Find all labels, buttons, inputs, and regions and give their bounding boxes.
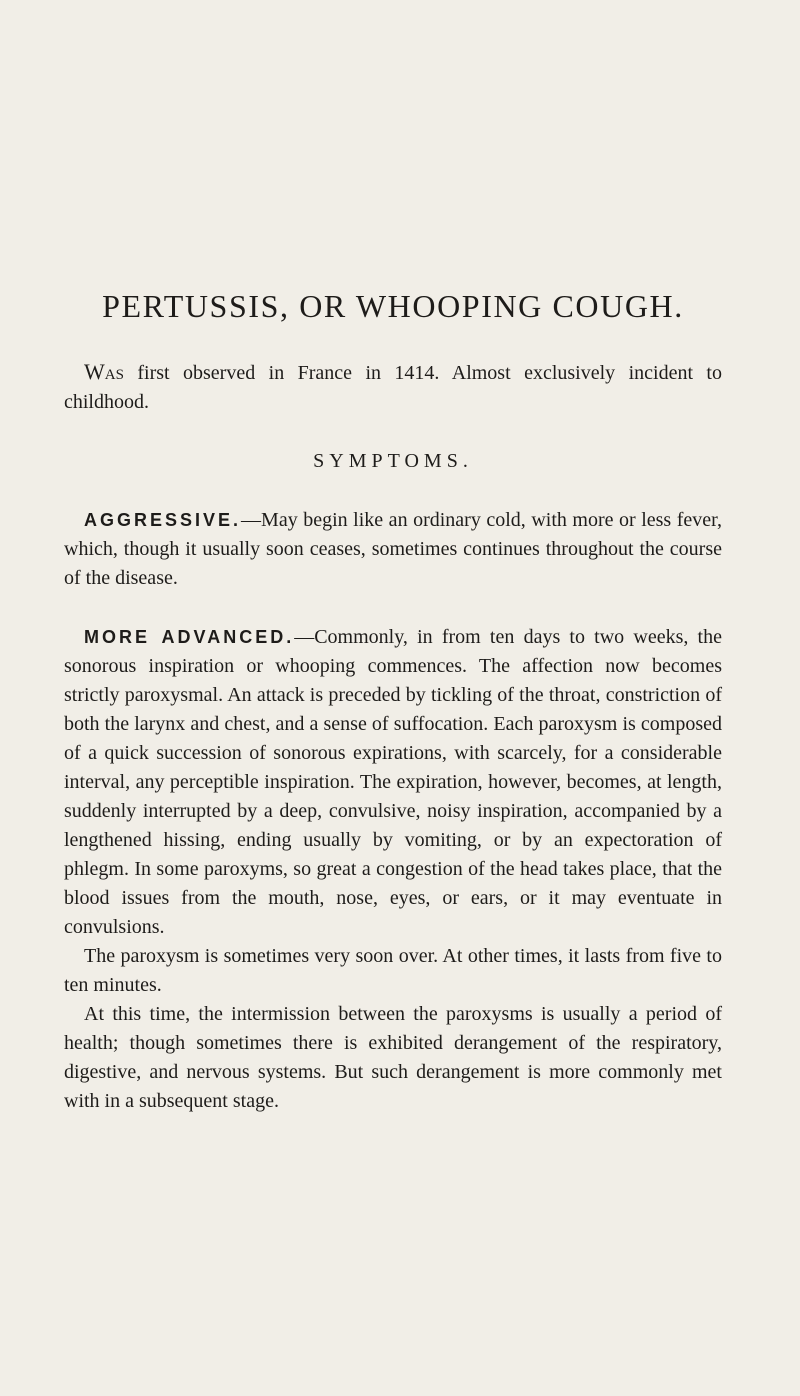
section-heading-symptoms: SYMPTOMS.: [313, 450, 473, 472]
paragraph-intermission: At this time, the intermission between the paroxysms is usually a period of health; though sometimes there is exhibited derangement of the respiratory, digestive, and nervous systems. But such derangement is more commonly met with in a subsequent stage.: [64, 1003, 722, 1112]
paragraph-more-advanced-lead: MORE ADVANCED.: [84, 627, 295, 647]
paragraph-aggressive-text: —May begin like an ordinary cold, with more or less fever, which, though it usually soon ceases, sometimes continues throughout the course of the disease.: [64, 509, 722, 589]
intro-text: first observed in France in 1414. Almost exclusively incident to childhood.: [64, 362, 722, 413]
paragraph-aggressive: [64, 506, 722, 593]
paragraph-aggressive-lead: AGGRESSIVE.: [84, 510, 242, 530]
chapter-title: PERTUSSIS, OR WHOOPING COUGH.: [102, 288, 684, 324]
page-content: [64, 284, 722, 1116]
paragraph-more-advanced-text: —Commonly, in from ten days to two weeks, the sonorous inspiration or whooping commences. The affection now becomes strictly paroxysmal. An attack is preceded by tickling of the throat, constriction of both the larynx and chest, and a sense of suffocation. Each paroxysm is composed of a quick succession of sonorous expirations, with scarcely, for a considerable interval, any perceptible inspiration. The expiration, however, becomes, at length, suddenly interrupted by a deep, convulsive, noisy inspiration, accompanied by a lengthened hissing, ending usually by vomiting, or by an expectoration of phlegm. In some paroxyms, so great a congestion of the head takes place, that the blood issues from the mouth, nose, eyes, or ears, or it may eventuate in convulsions.: [64, 626, 722, 938]
intro-lead-word: Was: [84, 359, 124, 384]
paragraph-more-advanced: [64, 623, 722, 942]
intro-paragraph: [64, 357, 722, 417]
paragraph-paroxysm-duration: The paroxysm is sometimes very soon over. At other times, it lasts from five to ten minutes.: [64, 945, 722, 996]
